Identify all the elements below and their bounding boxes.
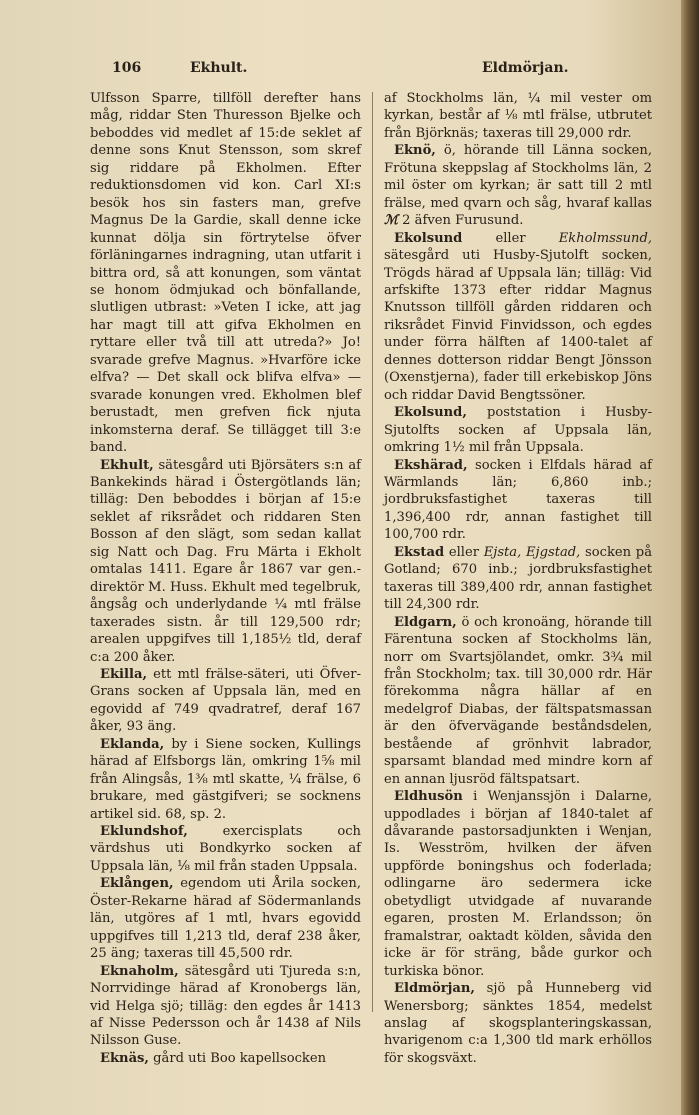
headword: Eknaholm, (100, 963, 179, 979)
page-number: 106 (112, 60, 142, 76)
entry-text-continued: socken på Gotland; 670 inb.; jordbruksfastighet taxeras till 389,400 rdr, annan fastighet till 24,300 rdr. (384, 544, 652, 613)
right-running-head: Eldmörjan. (482, 60, 569, 76)
headword: Ekilla, (100, 666, 148, 682)
dictionary-entry (384, 788, 652, 980)
entry-text: eller (462, 230, 559, 246)
dictionary-entry (384, 142, 652, 229)
dictionary-entry (90, 1050, 361, 1067)
headword: Eldmörjan, (394, 981, 475, 997)
entry-text: ett mtl frälse-säteri, uti Öfver-Grans socken af Uppsala län, med en egovidd af 749 qvadratref, deraf 167 åker, 93 äng. (90, 666, 361, 735)
dictionary-entry (384, 404, 652, 456)
entry-text: ö, hörande till Länna socken, Frötuna skeppslag af Stockholms län, 2 mil öster om kyrkan; är satt till 2 mtl frälse, med qvarn och såg, hvaraf kallas (384, 143, 652, 211)
right-column (384, 90, 652, 1067)
entry-continuation (384, 90, 652, 142)
entry-text: ö och kronoäng, hörande till Färentuna socken af Stockholms län, norr om Svartsjölandet, omkr. 3¾ mil från Stockholm; tax. till 30,000 rdr. Här förekomma några hällar af en medelgrof Diabas, der fältspatsmassan är den öfvervägande beståndsdelen, bestående af grönhvit labrador, sparsamt blandad med mindre korn af en annan ljusröd fältspatsart. (384, 614, 652, 787)
entry-text: eller (444, 544, 484, 560)
dictionary-entry (384, 230, 652, 405)
entry-text: sätesgård uti Björsäters s:n af Bankekinds härad i Östergötlands län; tilläg: Den beboddes i början af 15:e seklet af riksrådet och riddaren Sten Bosson af den slägt, som sedan kallat sig Natt och Dag. Fru Märta i Ekholt omtalas 1411. Egare år 1867 var gen.-direktör M. Huss. Ekhult med tegelbruk, ångsåg och underlydande ¼ mtl frälse taxerades sistn. år till 129,500 rdr; arealen uppgifves till 1,185½ tld, deraf c:a 200 åker. (90, 457, 361, 665)
entry-continuation (90, 90, 361, 457)
page-edge (681, 0, 699, 1115)
headword: Eldgarn, (394, 614, 457, 630)
entry-text: socken i Elfdals härad af Wärmlands län; 6,860 inb.; jordbruksfastighet taxeras till 1,396,400 rdr, annan fastighet till 100,700 rdr. (384, 457, 652, 543)
dictionary-entry (384, 614, 652, 789)
dictionary-entry (90, 457, 361, 666)
headword: Eknäs, (100, 1050, 149, 1066)
headword: Ekolsund (394, 230, 463, 246)
entry-text: exercisplats och värdshus uti Bondkyrko socken af Uppsala län, ⅛ mil från staden Uppsala. (90, 824, 361, 874)
running-header (0, 60, 686, 80)
left-column (90, 90, 361, 1067)
dictionary-entry (90, 963, 361, 1050)
entry-text-continued: 2 äfven Furusund. (398, 213, 524, 229)
headword: Ekstad (394, 544, 445, 560)
dictionary-entry (384, 980, 652, 1067)
entry-text: egendom uti Årila socken, Öster-Rekarne härad af Södermanlands län, utgöres af 1 mtl, hvars egovidd uppgifves till 1,213 tld, deraf 238 åker, 25 äng; taxeras till 45,500 rdr. (90, 876, 361, 962)
entry-variant-name: Ekholmssund, (558, 230, 652, 246)
headword: Ekhult, (100, 457, 154, 473)
column-rule (372, 92, 373, 1012)
dictionary-entry (384, 457, 652, 544)
dictionary-entry (90, 823, 361, 875)
entry-text: by i Siene socken, Kullings härad af Elfsborgs län, omkring 1⅝ mil från Alingsås, 1⅜ mtl skatte, ¼ frälse, 6 brukare, med gästgifveri; se socknens artikel sid. 68, sp. 2. (90, 736, 361, 822)
headword: Eklången, (100, 876, 174, 892)
left-running-head: Ekhult. (190, 60, 248, 76)
headword: Eknö, (394, 143, 436, 159)
entry-variant-name: Ejsta, Ejgstad, (483, 544, 581, 560)
entry-text-continued: sätesgård uti Husby-Sjutolft socken, Trögds härad af Uppsala län; tilläg: Vid arfskifte 1373 efter riddar Magnus Knutsson tillföll gården riddaren och riksrådet Finvid Finvidsson, och egdes under förra hälften af 1400-talet af dennes dotterson riddar Bengt Jönsson (Oxenstjerna), fader till erkebiskop Jöns och riddar David Bengtssöner. (384, 248, 652, 403)
headword: Ekolsund, (394, 405, 467, 421)
headword: Eldhusön (394, 789, 463, 805)
entry-text: sätesgård uti Tjureda s:n, Norrvidinge härad af Kronobergs län, vid Helga sjö; tilläg: den egdes år 1413 af Nisse Pedersson och år 1438 af Nils Nilsson Guse. (90, 963, 361, 1049)
entry-text: poststation i Husby-Sjutolfts socken af Uppsala län, omkring 1½ mil från Uppsala. (384, 405, 652, 456)
headword: Ekshärad, (394, 457, 468, 473)
entry-text: af Stockholms län, ¼ mil vester om kyrkan, består af ⅛ mtl frälse, utbrutet från Björknäs; taxeras till 29,000 rdr. (384, 91, 652, 141)
entry-symbol: ℳ (384, 213, 399, 229)
dictionary-entry (384, 544, 652, 614)
headword: Eklundshof, (100, 824, 188, 840)
entry-text: gård uti Boo kapellsocken (149, 1050, 327, 1066)
entry-text: Ulfsson Sparre, tillföll derefter hans måg, riddar Sten Thuresson Bjelke och beboddes vid medlet af 15:de seklet af denne sons Knut Stensson, som skref sig riddare på Ekholmen. Efter reduktionsdomen vid kon. Carl XI:s besök hos sin fasters man, grefve Magnus De la Gardie, skall denne icke kunnat dölja sin förtrytelse öfver förläningarnes indragning, utan utfarit i bittra ord, så att konungen, som väntat se honom ödmjukad och bönfallande, slutligen utbrast: »Veten I icke, att jag har magt till att gifva Ekholmen en ryttare eller två till att utreda?» Jo! svarade grefve Magnus. »Hvarföre icke elfva? — Det skall ock blifva elfva» — svarade konungen vred. Ekholmen blef berustadt, men grefven fick njuta inkomsterna deraf. Se tillägget till 3:e band. (90, 91, 361, 456)
dictionary-entry (90, 736, 361, 823)
dictionary-entry (90, 666, 361, 736)
entry-text: sjö på Hunneberg vid Wenersborg; sänktes 1854, medelst anslag af skogsplanteringskassan, hvarigenom c:a 1,300 tld mark erhöllos för skogsväxt. (384, 981, 652, 1066)
entry-text: i Wenjanssjön i Dalarne, uppodlades i början af 1840-talet af dåvarande pastorsadjunkten i Wenjan, Is. Wesström, hvilken der äfven uppförde boningshus och foderlada; odlingarne äro sedermera icke obetydligt utvidgade af nuvarande egaren, prosten M. Erlandsson; ön framalstrar, oaktadt kölden, såvida den icke är för sträng, både gurkor och turkiska bönor. (384, 789, 652, 979)
headword: Eklanda, (100, 736, 165, 752)
dictionary-entry (90, 875, 361, 962)
